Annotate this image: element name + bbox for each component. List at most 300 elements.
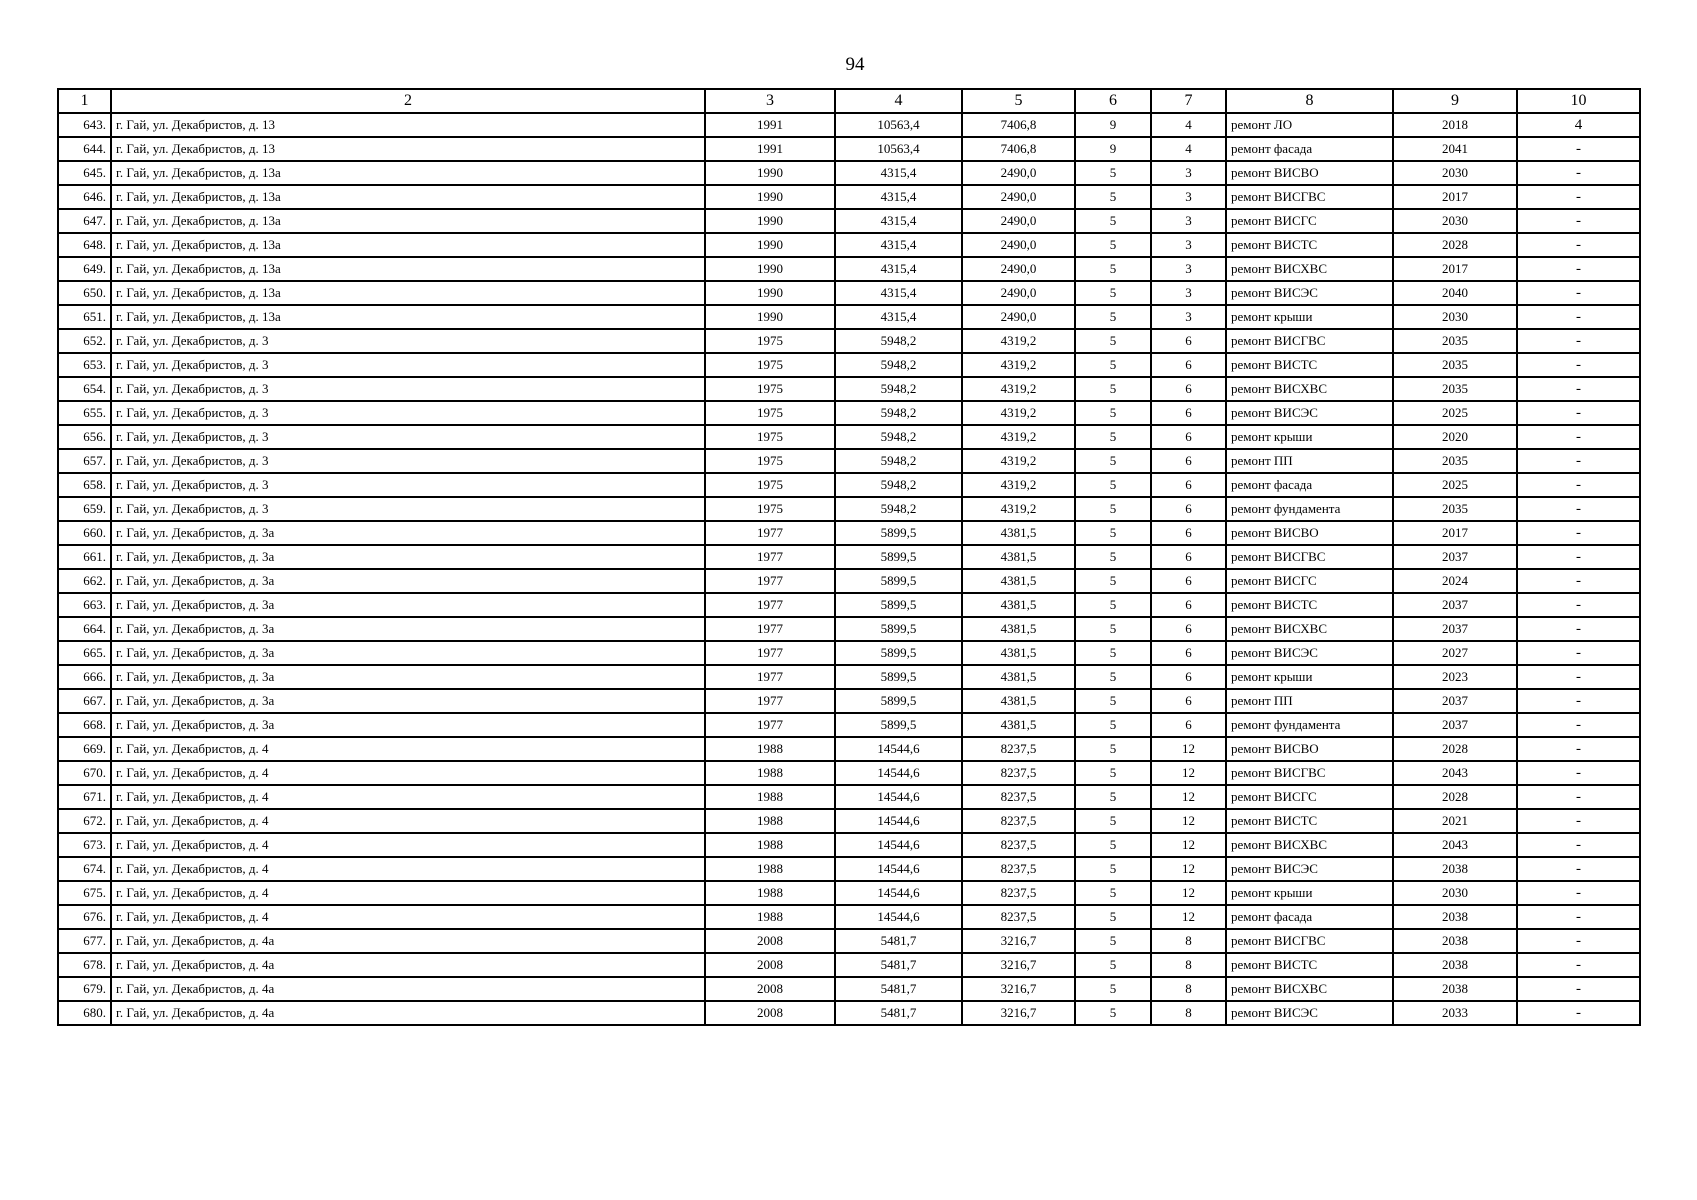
column-10-cell: - (1517, 209, 1640, 233)
table-row (58, 617, 1640, 641)
living-area-cell: 3216,7 (962, 1001, 1075, 1025)
address-cell: г. Гай, ул. Декабристов, д. 13а (111, 305, 705, 329)
planned-year-cell: 2035 (1393, 497, 1517, 521)
table-row (58, 377, 1640, 401)
column-10-cell: - (1517, 401, 1640, 425)
address-cell: г. Гай, ул. Декабристов, д. 13а (111, 161, 705, 185)
living-area-cell: 2490,0 (962, 209, 1075, 233)
address-cell: г. Гай, ул. Декабристов, д. 3 (111, 497, 705, 521)
column-10-cell: - (1517, 881, 1640, 905)
table-row (58, 281, 1640, 305)
planned-year-cell: 2028 (1393, 785, 1517, 809)
address-cell: г. Гай, ул. Декабристов, д. 13а (111, 281, 705, 305)
table-row (58, 905, 1640, 929)
row-number: 670. (58, 761, 111, 785)
entrances-cell: 3 (1151, 257, 1226, 281)
living-area-cell: 3216,7 (962, 929, 1075, 953)
floors-cell: 5 (1075, 185, 1151, 209)
address-cell: г. Гай, ул. Декабристов, д. 3а (111, 689, 705, 713)
address-cell: г. Гай, ул. Декабристов, д. 4 (111, 905, 705, 929)
row-number: 658. (58, 473, 111, 497)
column-10-cell: - (1517, 833, 1640, 857)
year-built-cell: 1988 (705, 737, 835, 761)
address-cell: г. Гай, ул. Декабристов, д. 3а (111, 593, 705, 617)
address-cell: г. Гай, ул. Декабристов, д. 3а (111, 521, 705, 545)
planned-year-cell: 2037 (1393, 689, 1517, 713)
address-cell: г. Гай, ул. Декабристов, д. 4 (111, 833, 705, 857)
living-area-cell: 4381,5 (962, 689, 1075, 713)
entrances-cell: 6 (1151, 521, 1226, 545)
total-area-cell: 4315,4 (835, 233, 962, 257)
year-built-cell: 1975 (705, 401, 835, 425)
total-area-cell: 5899,5 (835, 689, 962, 713)
living-area-cell: 7406,8 (962, 113, 1075, 137)
column-10-cell: - (1517, 593, 1640, 617)
year-built-cell: 1988 (705, 785, 835, 809)
column-10-cell: - (1517, 425, 1640, 449)
floors-cell: 5 (1075, 281, 1151, 305)
year-built-cell: 1991 (705, 113, 835, 137)
total-area-cell: 5948,2 (835, 497, 962, 521)
total-area-cell: 4315,4 (835, 185, 962, 209)
entrances-cell: 12 (1151, 809, 1226, 833)
total-area-cell: 4315,4 (835, 305, 962, 329)
planned-year-cell: 2035 (1393, 449, 1517, 473)
year-built-cell: 1975 (705, 377, 835, 401)
row-number: 644. (58, 137, 111, 161)
address-cell: г. Гай, ул. Декабристов, д. 4а (111, 953, 705, 977)
living-area-cell: 8237,5 (962, 857, 1075, 881)
floors-cell: 5 (1075, 449, 1151, 473)
address-cell: г. Гай, ул. Декабристов, д. 4 (111, 881, 705, 905)
column-10-cell: - (1517, 929, 1640, 953)
table-row (58, 545, 1640, 569)
total-area-cell: 5481,7 (835, 977, 962, 1001)
total-area-cell: 5948,2 (835, 449, 962, 473)
year-built-cell: 1988 (705, 809, 835, 833)
column-10-cell: - (1517, 809, 1640, 833)
entrances-cell: 12 (1151, 857, 1226, 881)
planned-year-cell: 2037 (1393, 545, 1517, 569)
living-area-cell: 8237,5 (962, 809, 1075, 833)
floors-cell: 5 (1075, 785, 1151, 809)
column-10-cell: - (1517, 857, 1640, 881)
entrances-cell: 6 (1151, 353, 1226, 377)
column-header: 6 (1075, 89, 1151, 113)
total-area-cell: 5899,5 (835, 569, 962, 593)
table-row (58, 833, 1640, 857)
row-number: 645. (58, 161, 111, 185)
work-type-cell: ремонт ВИСГВС (1226, 185, 1393, 209)
address-cell: г. Гай, ул. Декабристов, д. 4 (111, 737, 705, 761)
planned-year-cell: 2035 (1393, 377, 1517, 401)
column-10-cell: - (1517, 281, 1640, 305)
year-built-cell: 1975 (705, 425, 835, 449)
column-10-cell: - (1517, 617, 1640, 641)
entrances-cell: 6 (1151, 401, 1226, 425)
planned-year-cell: 2020 (1393, 425, 1517, 449)
living-area-cell: 2490,0 (962, 233, 1075, 257)
work-type-cell: ремонт ВИСТС (1226, 809, 1393, 833)
living-area-cell: 4381,5 (962, 641, 1075, 665)
entrances-cell: 6 (1151, 689, 1226, 713)
planned-year-cell: 2017 (1393, 521, 1517, 545)
column-header: 5 (962, 89, 1075, 113)
planned-year-cell: 2043 (1393, 761, 1517, 785)
planned-year-cell: 2025 (1393, 401, 1517, 425)
living-area-cell: 4319,2 (962, 353, 1075, 377)
row-number: 671. (58, 785, 111, 809)
floors-cell: 5 (1075, 329, 1151, 353)
total-area-cell: 5899,5 (835, 593, 962, 617)
living-area-cell: 4319,2 (962, 377, 1075, 401)
address-cell: г. Гай, ул. Декабристов, д. 4а (111, 1001, 705, 1025)
table-row (58, 569, 1640, 593)
living-area-cell: 8237,5 (962, 881, 1075, 905)
floors-cell: 5 (1075, 857, 1151, 881)
total-area-cell: 5948,2 (835, 329, 962, 353)
total-area-cell: 5899,5 (835, 521, 962, 545)
year-built-cell: 1977 (705, 593, 835, 617)
year-built-cell: 2008 (705, 1001, 835, 1025)
floors-cell: 5 (1075, 425, 1151, 449)
floors-cell: 5 (1075, 593, 1151, 617)
row-number: 651. (58, 305, 111, 329)
column-10-cell: - (1517, 953, 1640, 977)
living-area-cell: 2490,0 (962, 305, 1075, 329)
year-built-cell: 1988 (705, 857, 835, 881)
row-number: 677. (58, 929, 111, 953)
entrances-cell: 12 (1151, 905, 1226, 929)
column-10-cell: - (1517, 785, 1640, 809)
planned-year-cell: 2024 (1393, 569, 1517, 593)
row-number: 680. (58, 1001, 111, 1025)
table-row (58, 953, 1640, 977)
row-number: 652. (58, 329, 111, 353)
repair-schedule-table (57, 88, 1641, 1026)
row-number: 662. (58, 569, 111, 593)
table-row (58, 113, 1640, 137)
table-row (58, 785, 1640, 809)
total-area-cell: 14544,6 (835, 761, 962, 785)
table-row (58, 305, 1640, 329)
total-area-cell: 10563,4 (835, 137, 962, 161)
address-cell: г. Гай, ул. Декабристов, д. 3а (111, 545, 705, 569)
year-built-cell: 1975 (705, 449, 835, 473)
living-area-cell: 8237,5 (962, 905, 1075, 929)
work-type-cell: ремонт ВИСХВС (1226, 977, 1393, 1001)
total-area-cell: 5948,2 (835, 425, 962, 449)
floors-cell: 5 (1075, 737, 1151, 761)
floors-cell: 5 (1075, 905, 1151, 929)
floors-cell: 5 (1075, 377, 1151, 401)
page-number: 94 (845, 54, 865, 75)
planned-year-cell: 2028 (1393, 233, 1517, 257)
total-area-cell: 5481,7 (835, 1001, 962, 1025)
address-cell: г. Гай, ул. Декабристов, д. 3 (111, 449, 705, 473)
year-built-cell: 1975 (705, 353, 835, 377)
column-10-cell: - (1517, 137, 1640, 161)
planned-year-cell: 2033 (1393, 1001, 1517, 1025)
row-number: 659. (58, 497, 111, 521)
floors-cell: 5 (1075, 833, 1151, 857)
table-row (58, 713, 1640, 737)
year-built-cell: 1990 (705, 233, 835, 257)
column-header: 3 (705, 89, 835, 113)
column-header: 9 (1393, 89, 1517, 113)
living-area-cell: 8237,5 (962, 761, 1075, 785)
address-cell: г. Гай, ул. Декабристов, д. 3 (111, 353, 705, 377)
total-area-cell: 5948,2 (835, 377, 962, 401)
work-type-cell: ремонт фундамента (1226, 497, 1393, 521)
work-type-cell: ремонт ВИСВО (1226, 737, 1393, 761)
floors-cell: 5 (1075, 713, 1151, 737)
work-type-cell: ремонт крыши (1226, 881, 1393, 905)
address-cell: г. Гай, ул. Декабристов, д. 3 (111, 473, 705, 497)
entrances-cell: 8 (1151, 977, 1226, 1001)
entrances-cell: 12 (1151, 785, 1226, 809)
planned-year-cell: 2035 (1393, 329, 1517, 353)
total-area-cell: 14544,6 (835, 785, 962, 809)
year-built-cell: 1977 (705, 545, 835, 569)
column-header: 8 (1226, 89, 1393, 113)
table-row (58, 929, 1640, 953)
floors-cell: 5 (1075, 473, 1151, 497)
work-type-cell: ремонт фасада (1226, 905, 1393, 929)
table-row (58, 521, 1640, 545)
row-number: 656. (58, 425, 111, 449)
planned-year-cell: 2021 (1393, 809, 1517, 833)
total-area-cell: 14544,6 (835, 905, 962, 929)
total-area-cell: 14544,6 (835, 833, 962, 857)
living-area-cell: 4319,2 (962, 329, 1075, 353)
year-built-cell: 1990 (705, 281, 835, 305)
living-area-cell: 2490,0 (962, 185, 1075, 209)
address-cell: г. Гай, ул. Декабристов, д. 4 (111, 785, 705, 809)
entrances-cell: 6 (1151, 569, 1226, 593)
row-number: 667. (58, 689, 111, 713)
year-built-cell: 1990 (705, 305, 835, 329)
entrances-cell: 12 (1151, 737, 1226, 761)
work-type-cell: ремонт фасада (1226, 137, 1393, 161)
total-area-cell: 5899,5 (835, 617, 962, 641)
planned-year-cell: 2043 (1393, 833, 1517, 857)
table-row (58, 449, 1640, 473)
column-10-cell: - (1517, 1001, 1640, 1025)
year-built-cell: 2008 (705, 953, 835, 977)
planned-year-cell: 2027 (1393, 641, 1517, 665)
entrances-cell: 6 (1151, 617, 1226, 641)
address-cell: г. Гай, ул. Декабристов, д. 13а (111, 185, 705, 209)
floors-cell: 5 (1075, 521, 1151, 545)
living-area-cell: 4319,2 (962, 473, 1075, 497)
row-number: 664. (58, 617, 111, 641)
living-area-cell: 3216,7 (962, 953, 1075, 977)
row-number: 643. (58, 113, 111, 137)
column-10-cell: - (1517, 977, 1640, 1001)
floors-cell: 5 (1075, 497, 1151, 521)
year-built-cell: 1991 (705, 137, 835, 161)
row-number: 653. (58, 353, 111, 377)
floors-cell: 5 (1075, 569, 1151, 593)
table-row (58, 857, 1640, 881)
row-number: 648. (58, 233, 111, 257)
address-cell: г. Гай, ул. Декабристов, д. 3 (111, 377, 705, 401)
address-cell: г. Гай, ул. Декабристов, д. 3а (111, 713, 705, 737)
table-row (58, 809, 1640, 833)
address-cell: г. Гай, ул. Декабристов, д. 4а (111, 929, 705, 953)
table-row (58, 761, 1640, 785)
work-type-cell: ремонт ВИСГС (1226, 569, 1393, 593)
table-row (58, 737, 1640, 761)
entrances-cell: 3 (1151, 281, 1226, 305)
row-number: 663. (58, 593, 111, 617)
planned-year-cell: 2028 (1393, 737, 1517, 761)
work-type-cell: ремонт ВИСТС (1226, 953, 1393, 977)
table-row (58, 497, 1640, 521)
row-number: 654. (58, 377, 111, 401)
table-row (58, 257, 1640, 281)
column-10-cell: - (1517, 689, 1640, 713)
year-built-cell: 1977 (705, 617, 835, 641)
entrances-cell: 6 (1151, 593, 1226, 617)
total-area-cell: 5948,2 (835, 401, 962, 425)
floors-cell: 5 (1075, 305, 1151, 329)
floors-cell: 9 (1075, 113, 1151, 137)
table-row (58, 593, 1640, 617)
address-cell: г. Гай, ул. Декабристов, д. 3 (111, 401, 705, 425)
column-10-cell: - (1517, 905, 1640, 929)
year-built-cell: 1977 (705, 665, 835, 689)
year-built-cell: 1977 (705, 521, 835, 545)
total-area-cell: 5899,5 (835, 641, 962, 665)
address-cell: г. Гай, ул. Декабристов, д. 13а (111, 257, 705, 281)
column-10-cell: - (1517, 737, 1640, 761)
work-type-cell: ремонт ВИСЭС (1226, 401, 1393, 425)
column-10-cell: - (1517, 713, 1640, 737)
planned-year-cell: 2037 (1393, 593, 1517, 617)
year-built-cell: 1977 (705, 569, 835, 593)
floors-cell: 5 (1075, 209, 1151, 233)
work-type-cell: ремонт ВИСВО (1226, 521, 1393, 545)
year-built-cell: 1977 (705, 689, 835, 713)
total-area-cell: 4315,4 (835, 281, 962, 305)
work-type-cell: ремонт ВИСГВС (1226, 929, 1393, 953)
entrances-cell: 3 (1151, 185, 1226, 209)
row-number: 647. (58, 209, 111, 233)
table-row (58, 665, 1640, 689)
work-type-cell: ремонт ВИСГС (1226, 785, 1393, 809)
column-10-cell: - (1517, 521, 1640, 545)
floors-cell: 5 (1075, 353, 1151, 377)
row-number: 666. (58, 665, 111, 689)
total-area-cell: 5948,2 (835, 473, 962, 497)
planned-year-cell: 2030 (1393, 881, 1517, 905)
work-type-cell: ремонт ВИСТС (1226, 233, 1393, 257)
address-cell: г. Гай, ул. Декабристов, д. 3а (111, 617, 705, 641)
planned-year-cell: 2037 (1393, 617, 1517, 641)
column-header: 1 (58, 89, 111, 113)
year-built-cell: 1977 (705, 641, 835, 665)
living-area-cell: 4381,5 (962, 521, 1075, 545)
work-type-cell: ремонт ВИСХВС (1226, 617, 1393, 641)
address-cell: г. Гай, ул. Декабристов, д. 13а (111, 233, 705, 257)
column-header: 2 (111, 89, 705, 113)
row-number: 669. (58, 737, 111, 761)
total-area-cell: 14544,6 (835, 809, 962, 833)
total-area-cell: 5948,2 (835, 353, 962, 377)
entrances-cell: 6 (1151, 641, 1226, 665)
year-built-cell: 1977 (705, 713, 835, 737)
work-type-cell: ремонт ЛО (1226, 113, 1393, 137)
table-row (58, 977, 1640, 1001)
column-10-cell: - (1517, 665, 1640, 689)
living-area-cell: 4319,2 (962, 449, 1075, 473)
planned-year-cell: 2038 (1393, 929, 1517, 953)
work-type-cell: ремонт ВИСХВС (1226, 377, 1393, 401)
living-area-cell: 2490,0 (962, 257, 1075, 281)
work-type-cell: ремонт ВИСГВС (1226, 761, 1393, 785)
address-cell: г. Гай, ул. Декабристов, д. 3а (111, 665, 705, 689)
entrances-cell: 4 (1151, 137, 1226, 161)
column-10-cell: - (1517, 161, 1640, 185)
work-type-cell: ремонт ВИСГВС (1226, 545, 1393, 569)
header-row (58, 89, 1640, 113)
table-row (58, 161, 1640, 185)
table-row (58, 473, 1640, 497)
work-type-cell: ремонт ВИСХВС (1226, 833, 1393, 857)
total-area-cell: 10563,4 (835, 113, 962, 137)
work-type-cell: ремонт ВИСТС (1226, 353, 1393, 377)
planned-year-cell: 2037 (1393, 713, 1517, 737)
living-area-cell: 4381,5 (962, 617, 1075, 641)
table-row (58, 329, 1640, 353)
living-area-cell: 7406,8 (962, 137, 1075, 161)
floors-cell: 5 (1075, 257, 1151, 281)
year-built-cell: 1975 (705, 329, 835, 353)
table-row (58, 641, 1640, 665)
work-type-cell: ремонт фасада (1226, 473, 1393, 497)
total-area-cell: 5899,5 (835, 545, 962, 569)
year-built-cell: 1988 (705, 761, 835, 785)
row-number: 660. (58, 521, 111, 545)
row-number: 679. (58, 977, 111, 1001)
year-built-cell: 1988 (705, 881, 835, 905)
planned-year-cell: 2035 (1393, 353, 1517, 377)
row-number: 657. (58, 449, 111, 473)
entrances-cell: 8 (1151, 1001, 1226, 1025)
year-built-cell: 2008 (705, 929, 835, 953)
floors-cell: 5 (1075, 161, 1151, 185)
table-row (58, 137, 1640, 161)
column-10-cell: - (1517, 641, 1640, 665)
entrances-cell: 3 (1151, 305, 1226, 329)
address-cell: г. Гай, ул. Декабристов, д. 4а (111, 977, 705, 1001)
table-body (58, 113, 1640, 1025)
column-header: 4 (835, 89, 962, 113)
work-type-cell: ремонт ВИСЭС (1226, 641, 1393, 665)
address-cell: г. Гай, ул. Декабристов, д. 4 (111, 809, 705, 833)
address-cell: г. Гай, ул. Декабристов, д. 3а (111, 569, 705, 593)
work-type-cell: ремонт ВИСЭС (1226, 857, 1393, 881)
total-area-cell: 14544,6 (835, 857, 962, 881)
entrances-cell: 3 (1151, 161, 1226, 185)
entrances-cell: 3 (1151, 233, 1226, 257)
row-number: 674. (58, 857, 111, 881)
planned-year-cell: 2025 (1393, 473, 1517, 497)
address-cell: г. Гай, ул. Декабристов, д. 13а (111, 209, 705, 233)
table-row (58, 353, 1640, 377)
